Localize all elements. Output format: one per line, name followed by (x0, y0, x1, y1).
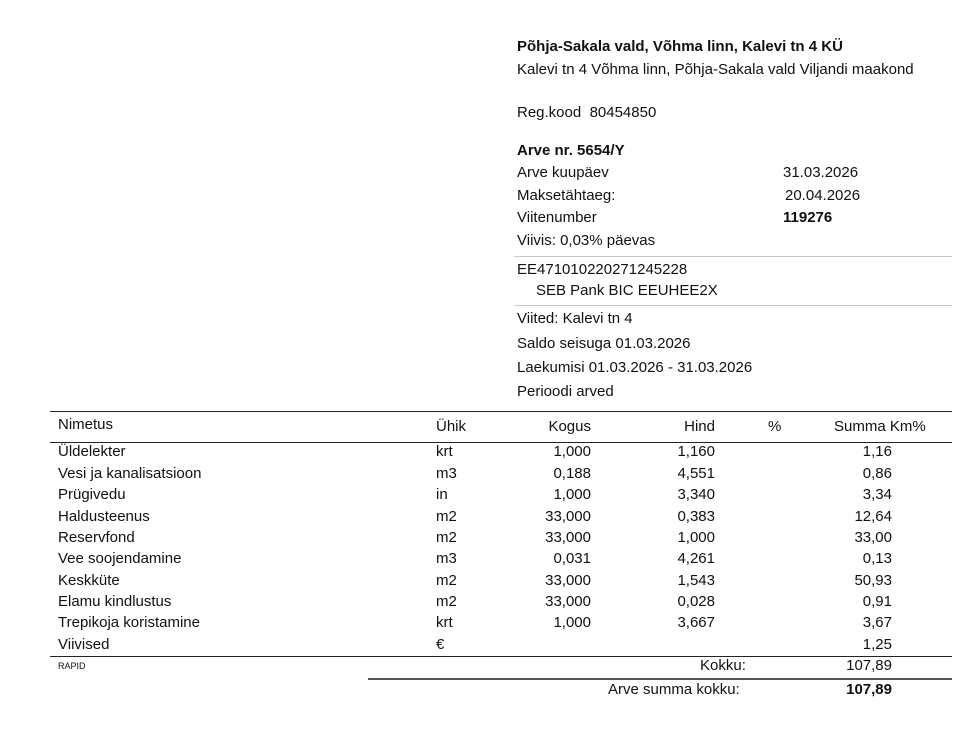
item-quantity: 0,031 (553, 550, 591, 567)
item-name: Vee soojendamine (58, 550, 182, 567)
item-sum: 12,64 (854, 507, 892, 525)
item-price: 3,340 (677, 486, 715, 503)
item-unit: krt (436, 614, 453, 631)
table-row (0, 465, 965, 486)
item-sum: 3,67 (862, 614, 892, 631)
due-date: 20.04.2026 (785, 187, 861, 204)
reg-code-label: Reg.kood (517, 104, 582, 121)
company-name: Põhja-Sakala vald, Võhma linn, Kalevi tn 4 KÜ (517, 38, 843, 55)
item-price: 4,551 (677, 464, 715, 482)
item-name: Keskküte (58, 571, 120, 589)
item-name: Elamu kindlustus (58, 593, 172, 610)
item-name: Viivised (58, 635, 110, 653)
item-quantity: 33,000 (545, 507, 591, 525)
col-header-quantity: Kogus (548, 418, 591, 435)
col-header-name: Nimetus (58, 416, 114, 433)
item-unit: m2 (436, 507, 457, 525)
item-unit: m3 (436, 550, 457, 567)
total-value: 107,89 (846, 657, 892, 674)
item-name: Prügivedu (58, 486, 126, 503)
table-row (0, 572, 965, 593)
invoice-total-label: Arve summa kokku: (608, 681, 740, 698)
col-header-price: Hind (684, 418, 715, 435)
receipts-period: Laekumisi 01.03.2026 - 31.03.2026 (517, 359, 753, 376)
table-header (0, 416, 965, 437)
item-quantity: 1,000 (553, 486, 591, 503)
item-sum: 3,34 (862, 486, 892, 503)
item-sum: 1,16 (862, 443, 892, 460)
item-quantity: 0,188 (553, 464, 591, 482)
invoice-date: 31.03.2026 (783, 164, 859, 181)
item-quantity: 33,000 (545, 571, 591, 589)
penalty-rate: Viivis: 0,03% päevas (517, 232, 656, 249)
divider (514, 256, 952, 257)
table-row (0, 529, 965, 550)
item-price: 4,261 (677, 550, 715, 567)
item-sum: 0,91 (862, 593, 892, 610)
reference-number: 119276 (783, 209, 833, 226)
item-sum: 0,86 (862, 464, 892, 482)
item-unit: in (436, 486, 448, 503)
company-address: Kalevi tn 4 Võhma linn, Põhja-Sakala vald Viljandi maakond (517, 61, 914, 78)
item-quantity: 1,000 (553, 614, 591, 631)
item-price: 0,028 (677, 593, 715, 610)
software-label: RAPID (58, 661, 86, 671)
col-header-unit: Ühik (436, 418, 467, 435)
item-quantity: 33,000 (545, 593, 591, 610)
item-quantity: 1,000 (553, 443, 591, 460)
reg-code-value: 80454850 (589, 104, 657, 121)
divider (514, 305, 952, 306)
item-price: 3,667 (677, 614, 715, 631)
item-name: Vesi ja kanalisatsioon (58, 464, 202, 482)
table-top-rule (50, 411, 952, 412)
item-unit: € (436, 635, 445, 653)
bank-name-bic: SEB Pank BIC EEUHEE2X (536, 282, 718, 299)
bank-iban: EE471010220271245228 (517, 261, 688, 278)
item-unit: m2 (436, 571, 457, 589)
table-row (0, 614, 965, 635)
item-sum: 50,93 (854, 571, 892, 589)
total-rule (368, 678, 952, 680)
table-row (0, 443, 965, 464)
invoice-number: Arve nr. 5654/Y (517, 142, 625, 159)
item-unit: m2 (436, 593, 457, 610)
item-price: 1,000 (677, 529, 715, 546)
item-quantity: 33,000 (545, 529, 591, 546)
invoice-date-label: Arve kuupäev (517, 164, 609, 181)
balance-date: Saldo seisuga 01.03.2026 (517, 335, 691, 352)
item-unit: krt (436, 443, 453, 460)
col-header-sum: Summa Km% (834, 418, 926, 435)
item-unit: m3 (436, 464, 457, 482)
reg-code (517, 104, 656, 121)
table-row (0, 636, 965, 657)
due-date-label: Maksetähtaeg: (517, 187, 616, 204)
references-text: Viited: Kalevi tn 4 (517, 310, 633, 327)
table-row (0, 550, 965, 571)
item-name: Üldelekter (58, 443, 126, 460)
item-price: 1,543 (677, 571, 715, 589)
table-row (0, 486, 965, 507)
period-invoices: Perioodi arved (517, 383, 614, 400)
total-label: Kokku: (700, 657, 746, 674)
item-sum: 1,25 (862, 635, 892, 653)
invoice-total-value: 107,89 (846, 681, 892, 698)
col-header-percent: % (768, 418, 782, 435)
reference-label: Viitenumber (517, 209, 597, 226)
item-name: Haldusteenus (58, 507, 150, 525)
item-sum: 0,13 (862, 550, 892, 567)
item-price: 0,383 (677, 507, 715, 525)
item-price: 1,160 (677, 443, 715, 460)
table-row (0, 593, 965, 614)
item-name: Trepikoja koristamine (58, 614, 200, 631)
item-name: Reservfond (58, 529, 135, 546)
item-sum: 33,00 (854, 529, 892, 546)
item-unit: m2 (436, 529, 457, 546)
table-row (0, 508, 965, 529)
